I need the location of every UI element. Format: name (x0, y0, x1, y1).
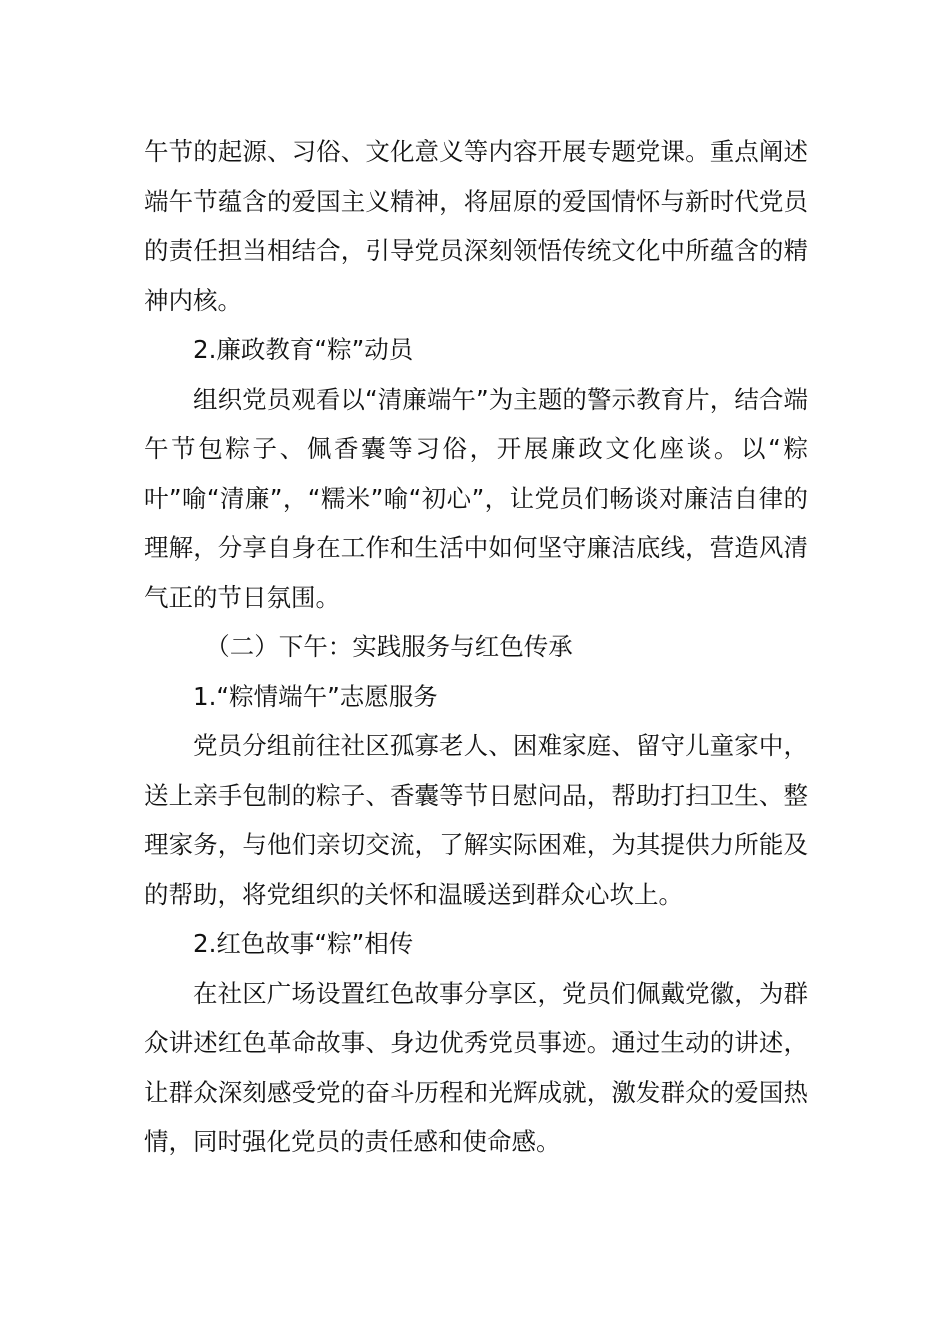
document-body (144, 127, 808, 1167)
item-heading-integrity-education: 2.廉政教育“粽”动员 (193, 335, 414, 364)
paragraph-volunteer-service: 党员分组前往社区孤寡老人、困难家庭、留守儿童家中，送上亲手包制的粽子、香囊等节日慰问品，帮助打扫卫生、整理家务，与他们亲切交流，了解实际困难，为其提供力所能及的帮助，将党组织的关怀和温暖送到群众心坎上。 (144, 731, 808, 909)
paragraph-dragon-boat-lecture: 午节的起源、习俗、文化意义等内容开展专题党课。重点阐述端午节蕴含的爱国主义精神，将屈原的爱国情怀与新时代党员的责任担当相结合，引导党员深刻领悟传统文化中所蕴含的精神内核。 (144, 137, 808, 315)
paragraph-integrity-education: 组织党员观看以“清廉端午”为主题的警示教育片，结合端午节包粽子、佩香囊等习俗，开展廉政文化座谈。以“粽叶”喻“清廉”，“糯米”喻“初心”，让党员们畅谈对廉洁自律的理解，分享自身在工作和生活中如何坚守廉洁底线，营造风清气正的节日氛围。 (144, 384, 808, 612)
item-heading-red-stories: 2.红色故事“粽”相传 (193, 929, 414, 958)
item-heading-volunteer-service: 1.“粽情端午”志愿服务 (193, 681, 438, 711)
section-heading-afternoon: （二）下午：实践服务与红色传承 (205, 632, 573, 661)
paragraph-red-stories: 在社区广场设置红色故事分享区，党员们佩戴党徽，为群众讲述红色革命故事、身边优秀党员事迹。通过生动的讲述，让群众深刻感受党的奋斗历程和光辉成就，激发群众的爱国热情，同时强化党员的责任感和使命感。 (144, 978, 808, 1156)
